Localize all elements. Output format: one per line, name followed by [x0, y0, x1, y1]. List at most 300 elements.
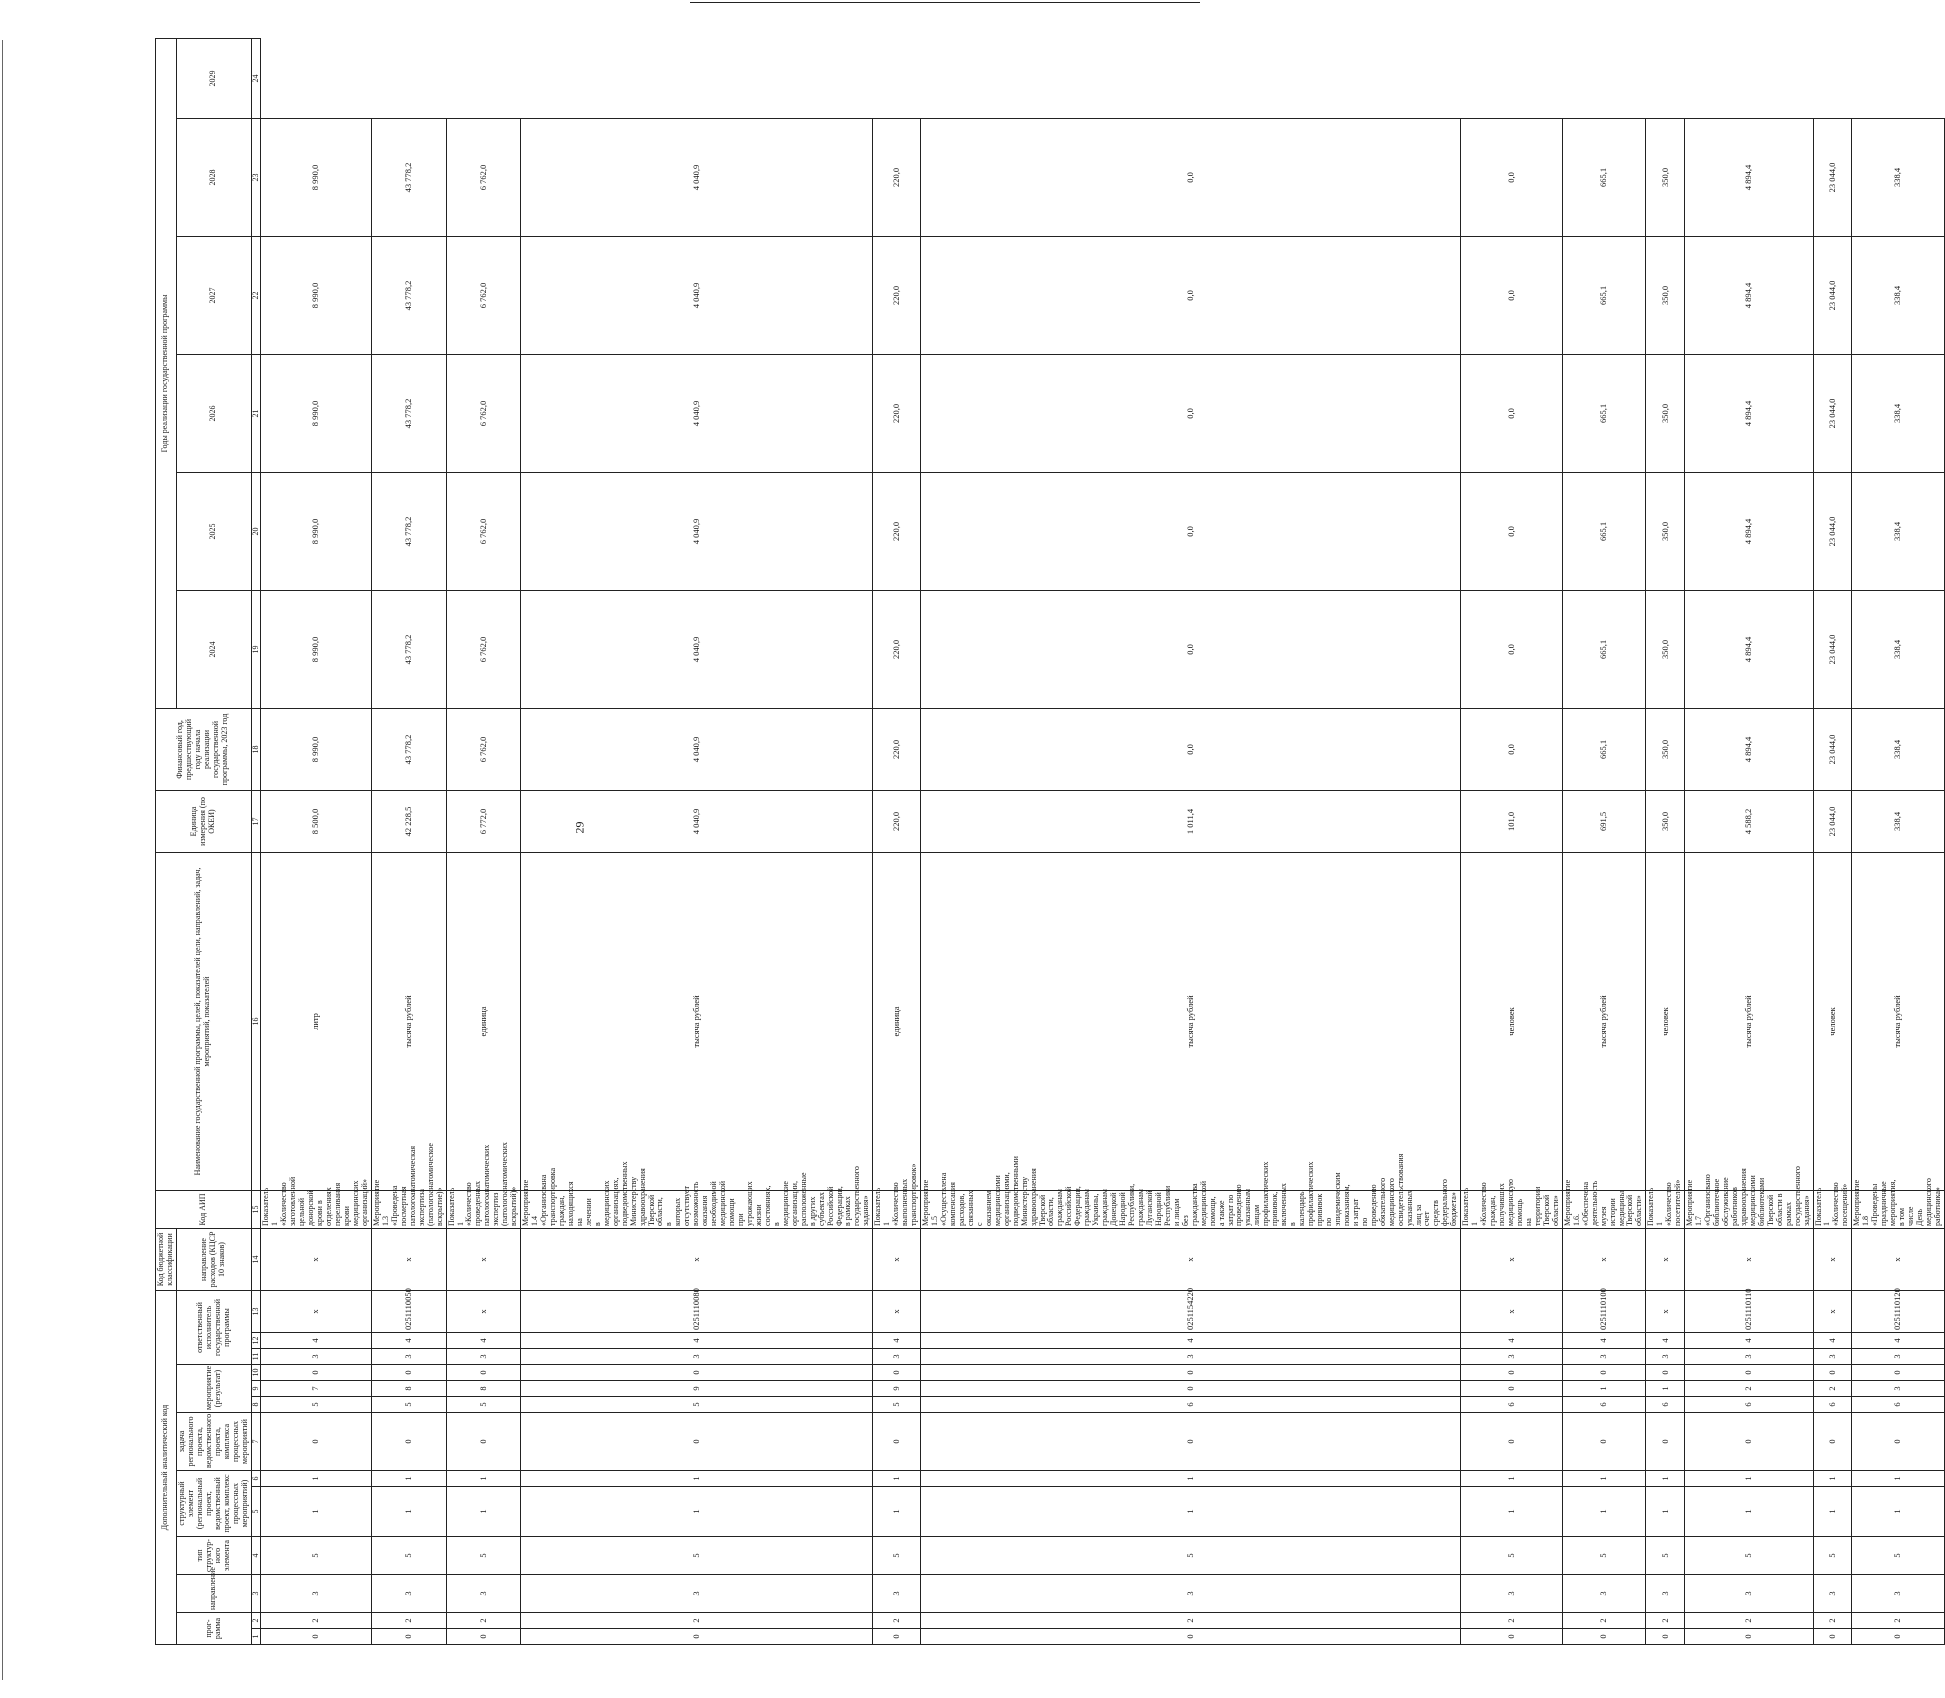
column-number: 8 — [251, 1397, 261, 1413]
code-cell: 0 — [1646, 1629, 1685, 1645]
code-cell: 5 — [873, 1397, 921, 1413]
column-number: 22 — [251, 236, 261, 354]
code-cell: 3 — [1852, 1575, 1945, 1613]
code-cell: 3 — [1562, 1575, 1646, 1613]
column-number: 12 — [251, 1333, 261, 1349]
column-number: 4 — [251, 1537, 261, 1575]
kcsr-cell: 0251110120 — [1852, 1290, 1945, 1332]
code-cell: 0 — [521, 1629, 873, 1645]
table-row — [371, 38, 446, 1644]
code-cell: 2 — [371, 1613, 446, 1629]
code-cell: 1 — [1646, 1487, 1685, 1537]
value-2026-cell: 0,0 — [921, 472, 1461, 590]
value-2028-cell: 665,1 — [1562, 236, 1646, 354]
value-2028-cell: 23 044,0 — [1813, 236, 1852, 354]
value-2024-cell: 665,1 — [1562, 708, 1646, 790]
value-2024-cell: 6 762,0 — [446, 708, 521, 790]
code-cell: 2 — [446, 1613, 521, 1629]
code-cell: 5 — [371, 1397, 446, 1413]
code-cell: 3 — [1685, 1575, 1813, 1613]
value-2026-cell: 6 762,0 — [446, 472, 521, 590]
table-row — [1562, 38, 1646, 1644]
value-2023-cell: 220,0 — [873, 790, 921, 852]
code-cell: 1 — [446, 1487, 521, 1537]
value-2028-cell: 338,4 — [1852, 236, 1945, 354]
code-cell: 9 — [521, 1381, 873, 1397]
code-cell: 3 — [521, 1349, 873, 1365]
budget-code-header: Код бюджетной классификации — [156, 1228, 177, 1290]
value-2024-cell: 8 990,0 — [261, 708, 371, 790]
unit-cell: тысяча рублей — [1562, 852, 1646, 1190]
code-cell: 0 — [1852, 1365, 1945, 1381]
code-cell: 1 — [261, 1471, 371, 1487]
code-cell: 0 — [873, 1629, 921, 1645]
program-header: прог-рамма — [176, 1613, 251, 1645]
value-2027-cell: 0,0 — [1461, 354, 1562, 472]
code-cell: 1 — [521, 1471, 873, 1487]
code-cell: 1 — [1685, 1487, 1813, 1537]
name-cell: Мероприятие 1.8 «Проведены праздничные мероприятия, в том числе День медицинского работника» — [1852, 1190, 1945, 1228]
unit-cell: человек — [1461, 852, 1562, 1190]
kcsr-cell: 0251110110 — [1685, 1290, 1813, 1332]
column-number: 16 — [251, 852, 261, 1190]
aip-cell: x — [521, 1228, 873, 1290]
code-cell: 1 — [1461, 1487, 1562, 1537]
value-2028-cell: 220,0 — [873, 236, 921, 354]
code-cell: 2 — [1685, 1381, 1813, 1397]
column-number: 24 — [251, 38, 261, 118]
year-2027-header: 2027 — [176, 236, 251, 354]
rotated-table-wrapper — [155, 55, 1942, 1645]
value-2026-cell: 8 990,0 — [261, 472, 371, 590]
years-group-header: Годы реализации государственной программы — [156, 38, 177, 708]
code-cell: 5 — [873, 1537, 921, 1575]
table-row — [1646, 38, 1685, 1644]
code-cell: 2 — [1852, 1613, 1945, 1629]
value-2023-cell: 338,4 — [1852, 790, 1945, 852]
code-cell: 0 — [1646, 1413, 1685, 1471]
value-2029-cell: 350,0 — [1646, 118, 1685, 236]
code-cell: 3 — [1852, 1349, 1945, 1365]
value-2029-cell: 338,4 — [1852, 118, 1945, 236]
code-cell: 0 — [921, 1413, 1461, 1471]
aip-cell: x — [921, 1228, 1461, 1290]
value-2023-cell: 4 588,2 — [1685, 790, 1813, 852]
column-number: 11 — [251, 1349, 261, 1365]
value-2026-cell: 23 044,0 — [1813, 472, 1852, 590]
code-cell: 0 — [371, 1413, 446, 1471]
code-cell: 1 — [371, 1487, 446, 1537]
code-cell: 5 — [1461, 1537, 1562, 1575]
code-cell: 0 — [261, 1365, 371, 1381]
code-cell: 0 — [1685, 1413, 1813, 1471]
code-cell: 0 — [1852, 1629, 1945, 1645]
code-cell: 2 — [521, 1613, 873, 1629]
value-2028-cell: 0,0 — [1461, 236, 1562, 354]
code-cell: 2 — [1685, 1613, 1813, 1629]
name-cell: Мероприятие 1.6. «Обеспечена деятельность музея истории медицины Тверской области» — [1562, 1190, 1646, 1228]
table-row — [921, 38, 1461, 1644]
code-cell: 1 — [1562, 1381, 1646, 1397]
code-cell: 2 — [261, 1613, 371, 1629]
code-cell: 0 — [1646, 1365, 1685, 1381]
name-cell: Мероприятие 1.7 «Организовано библиотечное обслуживание работников здравоохранения медицинскими библиотеками Тверской области в рамках государственного задания» — [1685, 1190, 1813, 1228]
value-2027-cell: 43 778,2 — [371, 354, 446, 472]
code-cell: 3 — [1813, 1349, 1852, 1365]
kcsr-cell: 0251110080 — [521, 1290, 873, 1332]
value-2029-cell: 4 040,9 — [521, 118, 873, 236]
column-number-row — [251, 38, 261, 1644]
code-cell: 4 — [446, 1333, 521, 1349]
code-cell: 2 — [1813, 1613, 1852, 1629]
table-row — [1461, 38, 1562, 1644]
unit-cell: человек — [1813, 852, 1852, 1190]
code-cell: 0 — [1562, 1629, 1646, 1645]
code-cell: 5 — [1646, 1537, 1685, 1575]
code-cell: 0 — [1562, 1413, 1646, 1471]
value-2023-cell: 8 500,0 — [261, 790, 371, 852]
code-cell: 4 — [261, 1333, 371, 1349]
code-cell: 5 — [1562, 1537, 1646, 1575]
code-cell: 1 — [921, 1471, 1461, 1487]
value-2029-cell: 4 894,4 — [1685, 118, 1813, 236]
value-2025-cell: 4 894,4 — [1685, 590, 1813, 708]
code-cell: 0 — [1461, 1413, 1562, 1471]
year-2028-header: 2028 — [176, 118, 251, 236]
code-cell: 3 — [1562, 1349, 1646, 1365]
value-2023-cell: 101,0 — [1461, 790, 1562, 852]
task-header: задача регионального проекта, ведомственного проекта, комплекса процессных мероприятий — [176, 1413, 251, 1471]
code-cell: 7 — [261, 1381, 371, 1397]
kcsr-cell: x — [873, 1290, 921, 1332]
value-2029-cell: 8 990,0 — [261, 118, 371, 236]
code-cell: 3 — [521, 1575, 873, 1613]
value-2024-cell: 43 778,2 — [371, 708, 446, 790]
value-2023-cell: 350,0 — [1646, 790, 1685, 852]
code-cell: 3 — [921, 1349, 1461, 1365]
value-2024-cell: 23 044,0 — [1813, 708, 1852, 790]
value-2026-cell: 0,0 — [1461, 472, 1562, 590]
code-cell: 3 — [873, 1575, 921, 1613]
code-cell: 4 — [1852, 1333, 1945, 1349]
code-cell: 1 — [1813, 1487, 1852, 1537]
kcsr-cell: 0251110050 — [371, 1290, 446, 1332]
code-cell: 0 — [921, 1365, 1461, 1381]
code-cell: 1 — [1852, 1471, 1945, 1487]
aip-cell: x — [1685, 1228, 1813, 1290]
value-2026-cell: 4 894,4 — [1685, 472, 1813, 590]
kcsr-cell: x — [1646, 1290, 1685, 1332]
name-cell: Показатель 1 «Количество граждан, получивших медицинскую помощь на территории Тверской области» — [1461, 1190, 1562, 1228]
code-cell: 5 — [261, 1537, 371, 1575]
aip-cell: x — [1813, 1228, 1852, 1290]
code-cell: 5 — [446, 1397, 521, 1413]
code-cell: 0 — [873, 1365, 921, 1381]
unit-cell: единица — [873, 852, 921, 1190]
kcsr-cell: x — [1813, 1290, 1852, 1332]
code-cell: 4 — [921, 1333, 1461, 1349]
unit-cell: единица — [446, 852, 521, 1190]
column-number: 17 — [251, 790, 261, 852]
code-cell: 0 — [1461, 1365, 1562, 1381]
code-cell: 5 — [521, 1537, 873, 1575]
code-cell: 0 — [446, 1365, 521, 1381]
code-cell: 6 — [1852, 1397, 1945, 1413]
table-row — [1813, 38, 1852, 1644]
code-cell: 5 — [371, 1537, 446, 1575]
name-cell: Показатель 1 «Количество посещений» — [1813, 1190, 1852, 1228]
code-cell: 1 — [1685, 1471, 1813, 1487]
value-2024-cell: 4 894,4 — [1685, 708, 1813, 790]
kcsr-cell: x — [1461, 1290, 1562, 1332]
name-cell: Мероприятие 1.4 «Организована транспортировка граждан, находящихся на лечении в медицинских организациях, подведомственных Министерству здравоохранения Тверской области, в которых отсутствует возможность оказания необходимой медицинской помощи при угрожающих жизни состояниях, в медицинские организации, расположенные в других субъектах Российской Федерации, в рамках государственного задания» — [521, 1190, 873, 1228]
value-2029-cell: 0,0 — [921, 118, 1461, 236]
code-cell: 0 — [446, 1413, 521, 1471]
code-cell: 3 — [921, 1575, 1461, 1613]
value-2023-cell: 4 040,9 — [521, 790, 873, 852]
code-cell: 1 — [1852, 1487, 1945, 1537]
value-2027-cell: 665,1 — [1562, 354, 1646, 472]
code-cell: 3 — [1685, 1349, 1813, 1365]
value-2027-cell: 6 762,0 — [446, 354, 521, 472]
table-row — [261, 38, 371, 1644]
code-cell: 0 — [371, 1365, 446, 1381]
code-cell: 5 — [1685, 1537, 1813, 1575]
value-2027-cell: 0,0 — [921, 354, 1461, 472]
year-2029-header: 2029 — [176, 38, 251, 118]
column-number: 5 — [251, 1487, 261, 1537]
event-header: мероприятие (результат) — [176, 1365, 251, 1413]
aip-cell: x — [261, 1228, 371, 1290]
column-number: 15 — [251, 1190, 261, 1228]
column-number: 21 — [251, 354, 261, 472]
executor-header: ответственный исполнитель государственной программы — [176, 1290, 251, 1364]
name-cell: Мероприятие 1.3 «Проведена посмертная патологоанатомическая экспертиза (патологоанатомическое вскрытие)» — [371, 1190, 446, 1228]
code-cell: 2 — [1562, 1613, 1646, 1629]
scan-line-left — [2, 40, 3, 1680]
code-cell: 2 — [1461, 1613, 1562, 1629]
kcsr-cell: x — [446, 1290, 521, 1332]
aip-cell: x — [446, 1228, 521, 1290]
value-2023-cell: 42 228,5 — [371, 790, 446, 852]
code-cell: 0 — [921, 1381, 1461, 1397]
value-2029-cell: 23 044,0 — [1813, 118, 1852, 236]
column-number: 6 — [251, 1471, 261, 1487]
value-2028-cell: 4 894,4 — [1685, 236, 1813, 354]
code-cell: 9 — [873, 1381, 921, 1397]
value-2026-cell: 350,0 — [1646, 472, 1685, 590]
code-cell: 1 — [446, 1471, 521, 1487]
unit-cell: тысяча рублей — [1685, 852, 1813, 1190]
value-2028-cell: 0,0 — [921, 236, 1461, 354]
unit-cell: тысяча рублей — [521, 852, 873, 1190]
code-cell: 0 — [1685, 1365, 1813, 1381]
code-cell: 0 — [521, 1365, 873, 1381]
value-2026-cell: 4 040,9 — [521, 472, 873, 590]
code-cell: 3 — [873, 1349, 921, 1365]
code-cell: 1 — [1461, 1471, 1562, 1487]
code-cell: 3 — [1646, 1575, 1685, 1613]
value-2023-cell: 691,5 — [1562, 790, 1646, 852]
scan-line-top — [690, 2, 1200, 3]
column-number: 19 — [251, 590, 261, 708]
direction-header: направление — [176, 1575, 251, 1613]
name-cell: Показатель 1 «Количество заготовленной цельной донорской крови в отделениях переливания крови медицинских организаций» — [261, 1190, 371, 1228]
value-2025-cell: 665,1 — [1562, 590, 1646, 708]
code-cell: 3 — [1646, 1349, 1685, 1365]
code-cell: 0 — [1461, 1629, 1562, 1645]
code-cell: 0 — [1813, 1413, 1852, 1471]
code-cell: 0 — [1562, 1365, 1646, 1381]
value-2027-cell: 4 894,4 — [1685, 354, 1813, 472]
code-cell: 2 — [1646, 1613, 1685, 1629]
value-2023-cell: 6 772,0 — [446, 790, 521, 852]
code-cell: 1 — [371, 1471, 446, 1487]
value-2025-cell: 338,4 — [1852, 590, 1945, 708]
code-cell: 2 — [873, 1613, 921, 1629]
name-cell: Показатель 1 «Количество выполненных транспортировок» — [873, 1190, 921, 1228]
table-row — [446, 38, 521, 1644]
unit-cell: тысяча рублей — [1852, 852, 1945, 1190]
unit-cell: тысяча рублей — [371, 852, 446, 1190]
value-2027-cell: 350,0 — [1646, 354, 1685, 472]
code-cell: 1 — [1562, 1487, 1646, 1537]
value-2025-cell: 350,0 — [1646, 590, 1685, 708]
value-2025-cell: 6 762,0 — [446, 590, 521, 708]
value-2024-cell: 350,0 — [1646, 708, 1685, 790]
code-cell: 4 — [873, 1333, 921, 1349]
code-cell: 5 — [1852, 1537, 1945, 1575]
table-body — [261, 38, 1944, 1644]
value-2024-cell: 338,4 — [1852, 708, 1945, 790]
code-cell: 6 — [1646, 1397, 1685, 1413]
value-2028-cell: 8 990,0 — [261, 236, 371, 354]
code-cell: 1 — [261, 1487, 371, 1537]
value-2025-cell: 23 044,0 — [1813, 590, 1852, 708]
value-2025-cell: 0,0 — [921, 590, 1461, 708]
page-number: 29 — [572, 821, 587, 834]
column-number: 18 — [251, 708, 261, 790]
code-cell: 0 — [371, 1629, 446, 1645]
code-cell: 0 — [1685, 1629, 1813, 1645]
column-number: 20 — [251, 472, 261, 590]
code-cell: 5 — [921, 1537, 1461, 1575]
value-2029-cell: 6 762,0 — [446, 118, 521, 236]
value-2028-cell: 43 778,2 — [371, 236, 446, 354]
code-cell: 4 — [1562, 1333, 1646, 1349]
code-cell: 4 — [1646, 1333, 1685, 1349]
expense-direction-header: направление расходов (КЦСР 10 знаков) — [176, 1228, 251, 1290]
code-cell: 1 — [1646, 1471, 1685, 1487]
code-cell: 6 — [1562, 1397, 1646, 1413]
code-cell: 3 — [1461, 1349, 1562, 1365]
name-cell: Показатель 1 «Количество посетителей» — [1646, 1190, 1685, 1228]
value-2025-cell: 8 990,0 — [261, 590, 371, 708]
value-2027-cell: 4 040,9 — [521, 354, 873, 472]
code-cell: 1 — [1562, 1471, 1646, 1487]
aip-cell: x — [1461, 1228, 1562, 1290]
code-cell: 1 — [921, 1487, 1461, 1537]
value-2026-cell: 665,1 — [1562, 472, 1646, 590]
kcsr-cell: 0251154220 — [921, 1290, 1461, 1332]
value-2029-cell: 0,0 — [1461, 118, 1562, 236]
year-2024-header: 2024 — [176, 590, 251, 708]
code-cell: 1 — [1646, 1381, 1685, 1397]
value-2026-cell: 220,0 — [873, 472, 921, 590]
code-cell: 4 — [371, 1333, 446, 1349]
table-row — [1685, 38, 1813, 1644]
year-2025-header: 2025 — [176, 472, 251, 590]
value-2025-cell: 220,0 — [873, 590, 921, 708]
code-cell: 3 — [1461, 1575, 1562, 1613]
value-2025-cell: 43 778,2 — [371, 590, 446, 708]
aip-cell: x — [371, 1228, 446, 1290]
value-2025-cell: 0,0 — [1461, 590, 1562, 708]
code-cell: 0 — [921, 1629, 1461, 1645]
code-cell: 2 — [1813, 1381, 1852, 1397]
element-type-header: тип структур-ного элемента — [176, 1537, 251, 1575]
value-2023-cell: 1 011,4 — [921, 790, 1461, 852]
analytic-code-header: Дополнительный аналитический код — [156, 1290, 177, 1644]
unit-cell: литр — [261, 852, 371, 1190]
value-2027-cell: 8 990,0 — [261, 354, 371, 472]
budget-table — [155, 38, 1945, 1645]
code-cell: 4 — [1685, 1333, 1813, 1349]
value-2023-cell: 23 044,0 — [1813, 790, 1852, 852]
table-row — [1852, 38, 1945, 1644]
value-2027-cell: 220,0 — [873, 354, 921, 472]
code-cell: 6 — [1813, 1397, 1852, 1413]
name-cell: Мероприятие 1.5 «Осуществлена компенсация расходов, связанных с оказанием медицинскими организациями, подведомственными Министерству здравоохранения Тверской области, гражданам Российской Федерации, гражданам Украины, гражданам Донецкой Народной Республики, гражданам Луганской Народной Республики и лицам без гражданства медицинской помощи, а также затрат по проведению указанным лицам профилактических прививок, включенных в календарь профилактических прививок по эпидемическим показаниям, и затрат по проведению обязательного медицинского освидетельствования указанных лиц за счет средств федерального бюджета» — [921, 1190, 1461, 1228]
code-cell: 1 — [1813, 1471, 1852, 1487]
aip-cell: x — [1852, 1228, 1945, 1290]
column-number: 23 — [251, 118, 261, 236]
code-cell: 0 — [1813, 1365, 1852, 1381]
code-cell: 0 — [521, 1413, 873, 1471]
code-cell: 3 — [1852, 1381, 1945, 1397]
kcsr-cell: x — [261, 1290, 371, 1332]
name-cell: Показатель 1 «Количество проведенных патологоанатомических экспертиз (патологоанатомических вскрытий)» — [446, 1190, 521, 1228]
code-cell: 5 — [261, 1397, 371, 1413]
code-cell: 0 — [261, 1629, 371, 1645]
value-2029-cell: 43 778,2 — [371, 118, 446, 236]
column-number: 10 — [251, 1365, 261, 1381]
value-2028-cell: 4 040,9 — [521, 236, 873, 354]
unit-cell: человек — [1646, 852, 1685, 1190]
code-cell: 5 — [1813, 1537, 1852, 1575]
value-2026-cell: 338,4 — [1852, 472, 1945, 590]
code-cell: 4 — [521, 1333, 873, 1349]
table-row — [521, 38, 873, 1644]
column-number: 14 — [251, 1228, 261, 1290]
unit-cell: тысяча рублей — [921, 852, 1461, 1190]
structural-element-header: структурный элемент (региональный проект, ведомственный проект, комплекс процессных мероприятий) — [176, 1471, 251, 1537]
code-cell: 6 — [1685, 1397, 1813, 1413]
code-cell: 1 — [521, 1487, 873, 1537]
aip-code-header: Код АИП — [156, 1190, 252, 1228]
code-cell: 1 — [873, 1471, 921, 1487]
code-cell: 0 — [261, 1413, 371, 1471]
kcsr-cell: 0251110100 — [1562, 1290, 1646, 1332]
code-cell: 3 — [371, 1575, 446, 1613]
column-number: 9 — [251, 1381, 261, 1397]
value-2028-cell: 6 762,0 — [446, 236, 521, 354]
code-cell: 2 — [921, 1613, 1461, 1629]
aip-cell: x — [1562, 1228, 1646, 1290]
code-cell: 3 — [1813, 1575, 1852, 1613]
code-cell: 0 — [1852, 1413, 1945, 1471]
value-2027-cell: 338,4 — [1852, 354, 1945, 472]
